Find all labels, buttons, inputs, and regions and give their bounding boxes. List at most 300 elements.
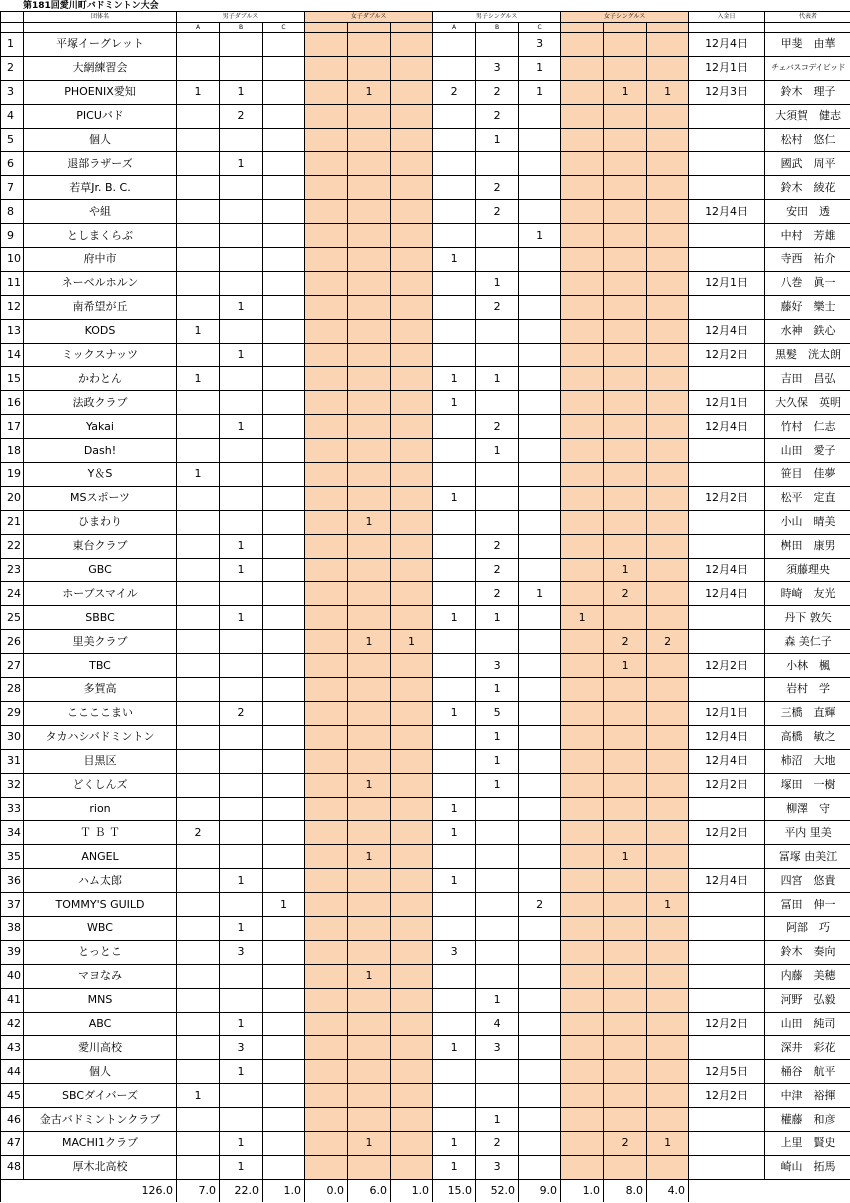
total-spacer-rep	[765, 1179, 850, 1202]
md-count-c	[263, 152, 305, 176]
ms-count-b	[476, 916, 519, 940]
table-row	[1, 869, 850, 893]
total-ws-b: 8.0	[604, 1179, 647, 1202]
representative-name: 崎山 拓馬	[765, 1155, 850, 1179]
header-deposit-date: 入金日	[689, 12, 765, 23]
wd-count-c	[391, 391, 433, 415]
row-number: 34	[1, 821, 24, 845]
md-count-b	[220, 248, 263, 272]
md-count-a	[177, 271, 220, 295]
wd-count-a	[305, 558, 348, 582]
group-name: PICUバド	[24, 104, 177, 128]
ws-count-b	[604, 988, 647, 1012]
group-name: ひまわり	[24, 510, 177, 534]
md-count-a: 1	[177, 319, 220, 343]
group-name: MACHI1クラブ	[24, 1131, 177, 1155]
row-number: 7	[1, 176, 24, 200]
md-count-b	[220, 200, 263, 224]
ms-count-b: 1	[476, 1108, 519, 1132]
md-count-a	[177, 845, 220, 869]
ws-count-b	[604, 391, 647, 415]
ws-count-a	[561, 248, 604, 272]
header-no	[1, 12, 24, 23]
md-count-c	[263, 486, 305, 510]
ms-count-c	[519, 295, 561, 319]
ms-count-b: 2	[476, 295, 519, 319]
ms-count-a: 1	[433, 606, 476, 630]
ms-count-a	[433, 678, 476, 702]
entry-table	[0, 11, 850, 1202]
wd-count-a	[305, 916, 348, 940]
ws-count-b: 2	[604, 630, 647, 654]
ws-count-c	[647, 1108, 689, 1132]
ms-count-b: 1	[476, 128, 519, 152]
wd-count-b	[348, 319, 391, 343]
row-number: 12	[1, 295, 24, 319]
md-count-a	[177, 1012, 220, 1036]
header-md-c: C	[263, 23, 305, 33]
wd-count-b	[348, 988, 391, 1012]
wd-count-b	[348, 104, 391, 128]
ms-count-c	[519, 797, 561, 821]
md-count-b	[220, 678, 263, 702]
representative-name: 三橋 直輝	[765, 701, 850, 725]
group-name: TBC	[24, 654, 177, 678]
table-row	[1, 940, 850, 964]
row-number: 19	[1, 463, 24, 487]
row-number: 24	[1, 582, 24, 606]
md-count-b: 1	[220, 80, 263, 104]
md-count-b: 3	[220, 940, 263, 964]
group-name: WBC	[24, 916, 177, 940]
ws-count-a	[561, 510, 604, 534]
ms-count-a	[433, 56, 476, 80]
ws-count-c	[647, 343, 689, 367]
wd-count-c	[391, 725, 433, 749]
md-count-a	[177, 964, 220, 988]
md-count-b	[220, 725, 263, 749]
ws-count-a	[561, 821, 604, 845]
md-count-c	[263, 821, 305, 845]
ws-count-b	[604, 893, 647, 917]
md-count-b	[220, 33, 263, 57]
deposit-date: 12月4日	[689, 725, 765, 749]
table-row	[1, 104, 850, 128]
md-count-a	[177, 1060, 220, 1084]
md-count-b	[220, 319, 263, 343]
ws-count-a	[561, 845, 604, 869]
md-count-a	[177, 104, 220, 128]
header-ws-a	[561, 23, 604, 33]
group-name: ここここまい	[24, 701, 177, 725]
wd-count-a	[305, 845, 348, 869]
ws-count-b	[604, 343, 647, 367]
deposit-date: 12月2日	[689, 1084, 765, 1108]
ws-count-a	[561, 486, 604, 510]
wd-count-b	[348, 391, 391, 415]
md-count-b	[220, 224, 263, 248]
deposit-date	[689, 104, 765, 128]
group-name: Ｔ Ｂ Ｔ	[24, 821, 177, 845]
ms-count-c	[519, 1155, 561, 1179]
wd-count-b	[348, 869, 391, 893]
wd-count-a	[305, 319, 348, 343]
md-count-a	[177, 797, 220, 821]
md-count-c: 1	[263, 893, 305, 917]
representative-name: 森 美仁子	[765, 630, 850, 654]
ws-count-c	[647, 606, 689, 630]
row-number: 48	[1, 1155, 24, 1179]
md-count-b	[220, 510, 263, 534]
group-name: とっとこ	[24, 940, 177, 964]
md-count-b	[220, 964, 263, 988]
ws-count-a	[561, 630, 604, 654]
ws-count-c	[647, 988, 689, 1012]
header-wd-b	[348, 23, 391, 33]
deposit-date	[689, 1155, 765, 1179]
wd-count-a	[305, 678, 348, 702]
md-count-b: 2	[220, 701, 263, 725]
ms-count-c	[519, 510, 561, 534]
md-count-c	[263, 463, 305, 487]
ms-count-b: 3	[476, 654, 519, 678]
table-row	[1, 534, 850, 558]
table-row	[1, 1155, 850, 1179]
md-count-a	[177, 916, 220, 940]
ms-count-b: 2	[476, 104, 519, 128]
ms-count-a: 3	[433, 940, 476, 964]
ws-count-a	[561, 1155, 604, 1179]
md-count-c	[263, 128, 305, 152]
md-count-b	[220, 773, 263, 797]
ws-count-b	[604, 33, 647, 57]
md-count-a	[177, 940, 220, 964]
ws-count-b	[604, 224, 647, 248]
ws-count-a	[561, 582, 604, 606]
wd-count-b	[348, 678, 391, 702]
wd-count-a	[305, 630, 348, 654]
ws-count-c	[647, 439, 689, 463]
table-body	[1, 33, 850, 1180]
ms-count-a	[433, 749, 476, 773]
representative-name: 桝田 康男	[765, 534, 850, 558]
ws-count-b	[604, 152, 647, 176]
wd-count-a	[305, 439, 348, 463]
ms-count-a	[433, 128, 476, 152]
ms-count-c	[519, 271, 561, 295]
header-md-b: B	[220, 23, 263, 33]
md-count-c	[263, 176, 305, 200]
ws-count-c: 2	[647, 630, 689, 654]
md-count-c	[263, 606, 305, 630]
deposit-date	[689, 534, 765, 558]
representative-name: 山田 愛子	[765, 439, 850, 463]
header-rep-spacer	[765, 23, 850, 33]
md-count-b: 1	[220, 295, 263, 319]
wd-count-b	[348, 200, 391, 224]
ms-count-a	[433, 200, 476, 224]
ws-count-a	[561, 104, 604, 128]
wd-count-a	[305, 1131, 348, 1155]
ms-count-c	[519, 319, 561, 343]
md-count-a	[177, 391, 220, 415]
md-count-c	[263, 725, 305, 749]
ms-count-c	[519, 1108, 561, 1132]
wd-count-c	[391, 773, 433, 797]
ws-count-c	[647, 964, 689, 988]
header-group: 団体名	[24, 12, 177, 23]
deposit-date	[689, 176, 765, 200]
md-count-c	[263, 988, 305, 1012]
wd-count-b	[348, 821, 391, 845]
representative-name: 柿沼 大地	[765, 749, 850, 773]
ws-count-b	[604, 701, 647, 725]
group-name: マヨなみ	[24, 964, 177, 988]
row-number: 37	[1, 893, 24, 917]
row-number: 21	[1, 510, 24, 534]
row-number: 38	[1, 916, 24, 940]
ms-count-b	[476, 224, 519, 248]
row-number: 45	[1, 1084, 24, 1108]
wd-count-a	[305, 33, 348, 57]
ms-count-c	[519, 916, 561, 940]
row-number: 1	[1, 33, 24, 57]
deposit-date	[689, 224, 765, 248]
row-number: 41	[1, 988, 24, 1012]
header-ws-c	[647, 23, 689, 33]
md-count-a	[177, 749, 220, 773]
ws-count-a	[561, 271, 604, 295]
ws-count-b	[604, 1012, 647, 1036]
ms-count-c	[519, 463, 561, 487]
ms-count-b: 1	[476, 678, 519, 702]
header-men-doubles: 男子ダブルス	[177, 12, 305, 23]
ws-count-c	[647, 558, 689, 582]
wd-count-a	[305, 104, 348, 128]
md-count-b	[220, 56, 263, 80]
ms-count-c: 1	[519, 582, 561, 606]
md-count-c	[263, 56, 305, 80]
md-count-c	[263, 869, 305, 893]
ws-count-b	[604, 248, 647, 272]
ms-count-b: 2	[476, 582, 519, 606]
md-count-b	[220, 654, 263, 678]
ws-count-c	[647, 821, 689, 845]
ms-count-c	[519, 104, 561, 128]
ws-count-b	[604, 200, 647, 224]
ms-count-b: 1	[476, 439, 519, 463]
md-count-b: 1	[220, 415, 263, 439]
ws-count-c	[647, 773, 689, 797]
md-count-a	[177, 582, 220, 606]
table-row	[1, 248, 850, 272]
ms-count-b: 2	[476, 80, 519, 104]
group-name: KODS	[24, 319, 177, 343]
row-number: 40	[1, 964, 24, 988]
ws-count-c	[647, 463, 689, 487]
wd-count-c	[391, 248, 433, 272]
ws-count-b	[604, 1108, 647, 1132]
ws-count-a	[561, 200, 604, 224]
md-count-b: 2	[220, 104, 263, 128]
md-count-c	[263, 415, 305, 439]
wd-count-b	[348, 56, 391, 80]
table-row	[1, 367, 850, 391]
md-count-c	[263, 654, 305, 678]
md-count-a	[177, 1108, 220, 1132]
group-name: SBCダイバーズ	[24, 1084, 177, 1108]
md-count-a	[177, 630, 220, 654]
md-count-c	[263, 797, 305, 821]
representative-name: 松村 悠仁	[765, 128, 850, 152]
row-number: 42	[1, 1012, 24, 1036]
deposit-date: 12月1日	[689, 701, 765, 725]
ms-count-a	[433, 1084, 476, 1108]
wd-count-c	[391, 80, 433, 104]
md-count-b	[220, 463, 263, 487]
ms-count-a	[433, 176, 476, 200]
ws-count-b	[604, 773, 647, 797]
representative-name: 竹村 仁志	[765, 415, 850, 439]
md-count-b	[220, 176, 263, 200]
ms-count-a	[433, 773, 476, 797]
ms-count-b	[476, 152, 519, 176]
table-row	[1, 606, 850, 630]
total-md-c: 1.0	[263, 1179, 305, 1202]
ms-count-b	[476, 893, 519, 917]
ms-count-c	[519, 725, 561, 749]
ws-count-a	[561, 295, 604, 319]
group-name: 個人	[24, 128, 177, 152]
md-count-b	[220, 630, 263, 654]
wd-count-c	[391, 893, 433, 917]
table-row	[1, 391, 850, 415]
md-count-a: 1	[177, 463, 220, 487]
wd-count-a	[305, 725, 348, 749]
header-wd-c	[391, 23, 433, 33]
wd-count-c	[391, 1060, 433, 1084]
ms-count-a	[433, 295, 476, 319]
ms-count-b: 1	[476, 367, 519, 391]
deposit-date: 12月4日	[689, 558, 765, 582]
deposit-date: 12月4日	[689, 582, 765, 606]
md-count-b	[220, 439, 263, 463]
group-name: 平塚イーグレット	[24, 33, 177, 57]
md-count-c	[263, 80, 305, 104]
ws-count-b	[604, 869, 647, 893]
ms-count-c	[519, 176, 561, 200]
ws-count-b: 1	[604, 80, 647, 104]
representative-name: 中村 芳雄	[765, 224, 850, 248]
wd-count-c	[391, 869, 433, 893]
deposit-date: 12月1日	[689, 391, 765, 415]
ms-count-a: 1	[433, 869, 476, 893]
representative-name: 須藤理央	[765, 558, 850, 582]
wd-count-a	[305, 582, 348, 606]
wd-count-b: 1	[348, 845, 391, 869]
table-row	[1, 725, 850, 749]
md-count-c	[263, 391, 305, 415]
ws-count-a	[561, 80, 604, 104]
representative-name: チェバスコデイビッド	[765, 56, 850, 80]
md-count-a	[177, 152, 220, 176]
ms-count-b: 1	[476, 725, 519, 749]
table-row	[1, 821, 850, 845]
ms-count-c	[519, 391, 561, 415]
representative-name: 深井 彩花	[765, 1036, 850, 1060]
group-name: 愛川高校	[24, 1036, 177, 1060]
wd-count-b	[348, 248, 391, 272]
md-count-a	[177, 486, 220, 510]
ws-count-c	[647, 224, 689, 248]
md-count-a	[177, 654, 220, 678]
deposit-date	[689, 940, 765, 964]
ms-count-c	[519, 773, 561, 797]
table-row	[1, 224, 850, 248]
wd-count-a	[305, 797, 348, 821]
ws-count-b	[604, 940, 647, 964]
ms-count-a	[433, 558, 476, 582]
header-ms-a: A	[433, 23, 476, 33]
ws-count-b	[604, 56, 647, 80]
total-wd-a: 0.0	[305, 1179, 348, 1202]
deposit-date	[689, 510, 765, 534]
representative-name: 河野 弘毅	[765, 988, 850, 1012]
table-row	[1, 1060, 850, 1084]
ws-count-a	[561, 56, 604, 80]
wd-count-c	[391, 200, 433, 224]
wd-count-b	[348, 1084, 391, 1108]
wd-count-c	[391, 749, 433, 773]
md-count-a	[177, 869, 220, 893]
row-number: 13	[1, 319, 24, 343]
wd-count-a	[305, 701, 348, 725]
wd-count-b	[348, 343, 391, 367]
md-count-a	[177, 534, 220, 558]
ws-count-b	[604, 1084, 647, 1108]
representative-name: 冨田 伸一	[765, 893, 850, 917]
ms-count-c	[519, 486, 561, 510]
ms-count-b	[476, 486, 519, 510]
ms-count-a	[433, 988, 476, 1012]
header-ms-c: C	[519, 23, 561, 33]
representative-name: 内藤 美穂	[765, 964, 850, 988]
ms-count-b: 1	[476, 271, 519, 295]
group-name: 多賀高	[24, 678, 177, 702]
md-count-c	[263, 1155, 305, 1179]
row-number: 4	[1, 104, 24, 128]
ws-count-b: 2	[604, 582, 647, 606]
group-name: 目黒区	[24, 749, 177, 773]
ws-count-b	[604, 606, 647, 630]
wd-count-c	[391, 606, 433, 630]
wd-count-a	[305, 1036, 348, 1060]
ms-count-b: 2	[476, 558, 519, 582]
header-ws-b	[604, 23, 647, 33]
ws-count-a	[561, 678, 604, 702]
deposit-date	[689, 1036, 765, 1060]
ws-count-c	[647, 248, 689, 272]
ws-count-a	[561, 152, 604, 176]
wd-count-b	[348, 654, 391, 678]
ws-count-b: 1	[604, 845, 647, 869]
group-name: 府中市	[24, 248, 177, 272]
row-number: 5	[1, 128, 24, 152]
ws-count-b	[604, 319, 647, 343]
table-row	[1, 80, 850, 104]
ms-count-c	[519, 343, 561, 367]
representative-name: 國武 周平	[765, 152, 850, 176]
